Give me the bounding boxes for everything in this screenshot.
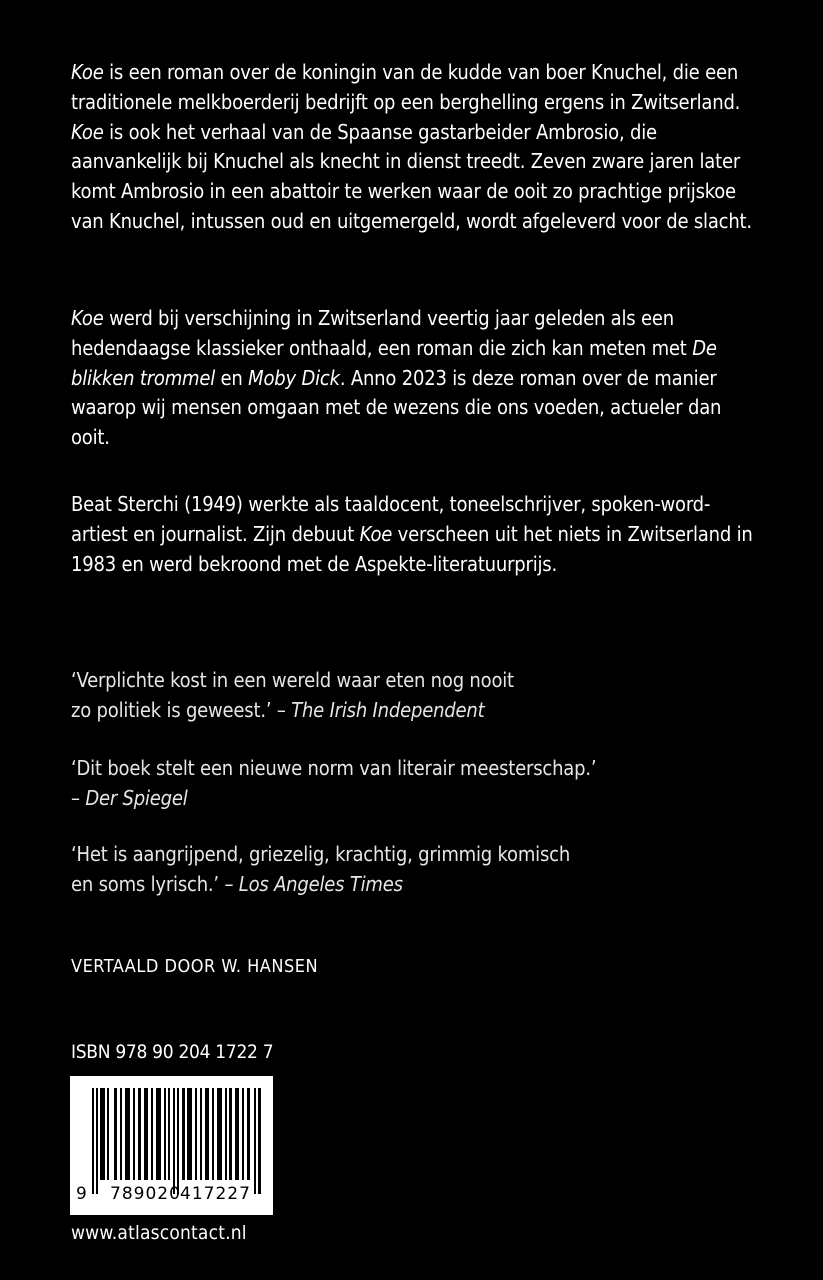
blurb-paragraph-synopsis: Koe is een roman over de koningin van de kudde van boer Knuchel, die een traditionele melkboerderij bedrijft op een berghelling ergens in Zwitserland. Koe is ook het verhaal van de Spaanse gastarbeider Ambrosio, die aanvankelijk bij Knuchel als knecht in dienst treedt. Zeven zware jaren later komt Ambrosio in een abattoir te werken waar de ooit zo prachtige prijskoe van Knuchel, intussen oud en uitgemergeld, wordt afgeleverd voor de slacht. [71, 60, 752, 233]
author-bio: Beat Sterchi (1949) werkte als taaldocent, toneelschrijver, spoken-word-artiest en journalist. Zijn debuut Koe verscheen uit het niets in Zwitserland in 1983 en werd bekroond met de Aspekte-literatuurprijs. [71, 492, 753, 576]
book-title: Koe [71, 119, 104, 144]
quote-source: Der Spiegel [85, 785, 188, 810]
isbn-number: ISBN 978 90 204 1722 7 [71, 1041, 274, 1063]
book-title: Koe [71, 60, 104, 84]
barcode-digits: 9 789020 417227 [76, 1184, 251, 1204]
press-quote: ‘Verplichte kost in een wereld waar eten nog nooit zo politiek is geweest.’ – The Irish Independent [71, 668, 514, 722]
quote-source: Los Angeles Times [238, 871, 403, 896]
translator-credit: VERTAALD DOOR W. HANSEN [71, 956, 319, 977]
quote-source: The Irish Independent [291, 697, 485, 722]
referenced-book-title: De blikken trommel [71, 335, 717, 390]
publisher-website: www.atlascontact.nl [71, 1222, 247, 1244]
book-title: Koe [359, 521, 393, 546]
press-quote: ‘Het is aangrijpend, griezelig, krachtig, grimmig komisch en soms lyrisch.’ – Los Angeles Times [71, 842, 571, 896]
barcode [70, 1076, 273, 1215]
book-title: Koe [71, 306, 104, 330]
press-quote: ‘Dit boek stelt een nieuwe norm van literair meesterschap.’ – Der Spiegel [71, 756, 597, 810]
blurb-paragraph-reception: Koe werd bij verschijning in Zwitserland veertig jaar geleden als een hedendaagse klassieker onthaald, een roman die zich kan meten met De blikken trommel en Moby Dick. Anno 2023 is deze roman over de manier waarop wij mensen omgaan met de wezens die ons voeden, actueler dan ooit. [71, 306, 722, 450]
barcode-bars-icon [92, 1088, 262, 1194]
referenced-book-title: Moby Dick [248, 365, 340, 390]
